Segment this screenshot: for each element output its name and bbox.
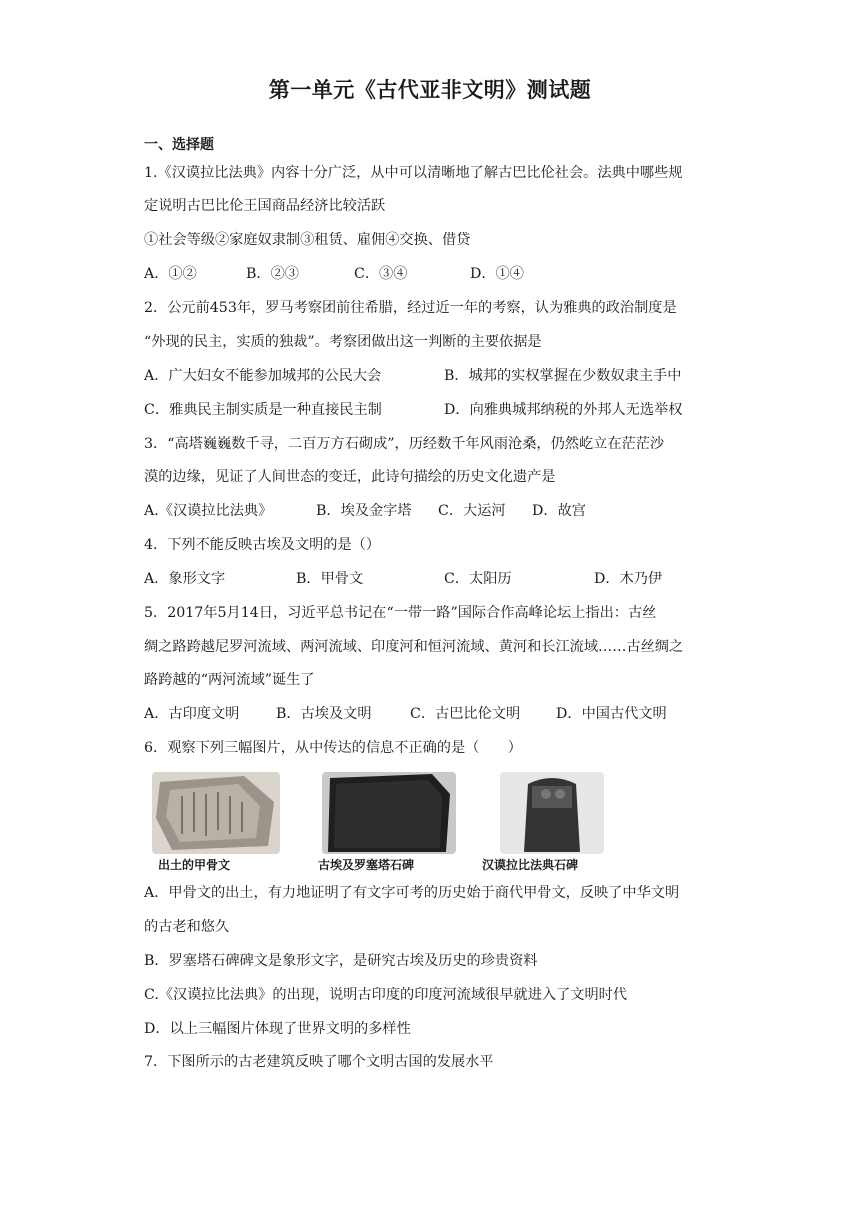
q5-stem-line3: 路跨越的“两河流域”诞生了: [144, 672, 315, 688]
q3-stem-line2: 漠的边缘，见证了人间世态的变迁，此诗句描绘的历史文化遗产是: [144, 469, 556, 485]
q5-option-b: B．古埃及文明: [276, 706, 372, 722]
q6-option-b: B．罗塞塔石碑碑文是象形文字，是研究古埃及历史的珍贵资料: [144, 953, 538, 969]
q3-option-a: A.《汉谟拉比法典》: [144, 503, 273, 519]
q7-stem-line1: 7．下图所示的古老建筑反映了哪个文明古国的发展水平: [144, 1054, 494, 1070]
q6-option-a-line2: 的古老和悠久: [144, 919, 230, 935]
q5-stem-line1: 5．2017年5月14日，习近平总书记在“一带一路”国际合作高峰论坛上指出：古丝: [144, 605, 657, 621]
q4-option-b: B．甲骨文: [296, 571, 364, 587]
q3-stem-line1: 3．“高塔巍巍数千寻，二百万方石砌成”，历经数千年风雨沧桑，仍然屹立在茫茫沙: [144, 436, 665, 452]
q5-option-c: C．古巴比伦文明: [410, 706, 521, 722]
oracle-bone-image: [152, 772, 280, 854]
q6-option-a-line1: A．甲骨文的出土，有力地证明了有文字可考的历史始于商代甲骨文，反映了中华文明: [144, 885, 680, 901]
q5-option-d: D．中国古代文明: [556, 706, 667, 722]
q4-stem-line1: 4．下列不能反映古埃及文明的是（）: [144, 537, 381, 553]
q1-stem-line2: 定说明古巴比伦王国商品经济比较活跃: [144, 198, 386, 214]
q4-option-d: D．木乃伊: [594, 571, 663, 587]
caption-hammurabi-stele: 汉谟拉比法典石碑: [482, 858, 579, 872]
q4-option-a: A．象形文字: [144, 571, 226, 587]
hammurabi-stele-image: [500, 772, 604, 854]
q5-option-a: A．古印度文明: [144, 706, 240, 722]
section-heading: 一、选择题: [144, 137, 214, 153]
q1-stem-line3: ①社会等级②家庭奴隶制③租赁、雇佣④交换、借贷: [144, 232, 471, 248]
rosetta-stone-image: [322, 772, 456, 854]
q4-option-c: C．太阳历: [444, 571, 512, 587]
q3-option-b: B．埃及金字塔: [316, 503, 412, 519]
q2-stem-line2: “外现的民主，实质的独裁”。考察团做出这一判断的主要依据是: [144, 334, 542, 350]
page-title: 第一单元《古代亚非文明》测试题: [268, 78, 592, 102]
q1-option-a: A．①②: [144, 266, 197, 282]
q3-option-d: D．故宫: [532, 503, 586, 519]
q3-option-c: C．大运河: [438, 503, 506, 519]
q1-option-b: B．②③: [246, 266, 299, 282]
q1-option-d: D．①④: [470, 266, 524, 282]
q2-option-b: B．城邦的实权掌握在少数奴隶主手中: [444, 368, 682, 384]
caption-oracle-bone: 出土的甲骨文: [158, 858, 231, 872]
q6-option-c: C.《汉谟拉比法典》的出现，说明古印度的印度河流域很早就进入了文明时代: [144, 987, 628, 1003]
q2-option-a: A．广大妇女不能参加城邦的公民大会: [144, 368, 382, 384]
q6-option-d: D．以上三幅图片体现了世界文明的多样性: [144, 1021, 411, 1037]
q2-option-d: D．向雅典城邦纳税的外邦人无选举权: [444, 402, 683, 418]
q6-stem-line1: 6．观察下列三幅图片，从中传达的信息不正确的是（ ）: [144, 740, 522, 756]
q5-stem-line2: 绸之路跨越尼罗河流域、两河流域、印度河和恒河流域、黄河和长江流域……古丝绸之: [144, 639, 684, 655]
q1-option-c: C．③④: [354, 266, 408, 282]
caption-rosetta-stone: 古埃及罗塞塔石碑: [318, 858, 415, 872]
q2-option-c: C．雅典民主制实质是一种直接民主制: [144, 402, 382, 418]
q2-stem-line1: 2．公元前453年，罗马考察团前往希腊，经过近一年的考察，认为雅典的政治制度是: [144, 300, 677, 316]
q1-stem-line1: 1.《汉谟拉比法典》内容十分广泛，从中可以清晰地了解古巴比伦社会。法典中哪些规: [144, 165, 683, 181]
